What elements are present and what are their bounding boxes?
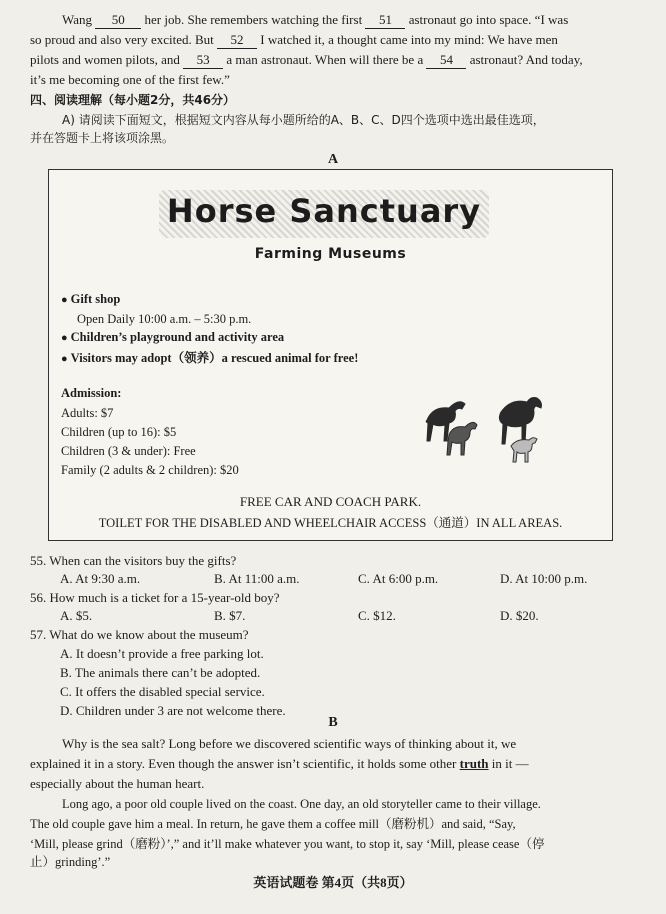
q56-option-a[interactable]: A. $5.: [60, 608, 93, 623]
text-fragment: astronaut? And today,: [469, 52, 583, 67]
passage-b-line: The old couple gave him a meal. In return, he gave them a coffee mill（磨粉机）and said, “Say,: [30, 817, 516, 831]
text-line-4: it’s me becoming one of the first few.”: [30, 72, 230, 87]
q57-option-a[interactable]: A. It doesn’t provide a free parking lot.: [60, 646, 264, 661]
open-hours: Open Daily 10:00 a.m. – 5:30 p.m.: [77, 312, 252, 326]
passage-b-label: B: [328, 715, 338, 730]
blank-50: 50: [95, 12, 141, 29]
playground-line: ● Children’s playground and activity area: [61, 330, 284, 345]
text-line-2: [30, 32, 558, 49]
passage-b-line: especially about the human heart.: [30, 776, 205, 791]
instruction-line-1: A) 请阅读下面短文，根据短文内容从每小题所给的A、B、C、D四个选项中选出最佳选项，: [62, 113, 545, 127]
blank-54: 54: [426, 52, 466, 69]
q57-option-c[interactable]: C. It offers the disabled special service.: [60, 684, 265, 699]
passage-b-line: Long ago, a poor old couple lived on the coast. One day, an old storyteller came to their village.: [62, 797, 541, 811]
gift-shop-label: ● Gift shop: [61, 292, 120, 307]
q56-option-d[interactable]: D. $20.: [500, 608, 539, 623]
title-banner: [159, 190, 489, 238]
q55-option-d[interactable]: D. At 10:00 p.m.: [500, 571, 588, 586]
q57-option-d[interactable]: D. Children under 3 are not welcome there.: [60, 703, 286, 718]
blank-52: 52: [217, 32, 257, 49]
text-fragment: her job. She remembers watching the first: [144, 12, 363, 27]
passage-b-line: Why is the sea salt? Long before we discovered scientific ways of thinking about it, we: [62, 736, 517, 751]
q56-option-b[interactable]: B. $7.: [214, 608, 246, 623]
horses-illustration: [419, 380, 559, 470]
text-fragment: pilots and women pilots, and: [30, 52, 180, 67]
price-family: Family (2 adults & 2 children): $20: [61, 463, 239, 477]
page-footer: 英语试题卷 第4页（共8页）: [253, 875, 413, 890]
passage-b-line: ‘Mill, please grind（磨粉）’,” and it’ll make whatever you want, to stop it, say ‘Mill, please cease（停: [30, 837, 545, 851]
text-fragment: astronaut go into space. “I was: [408, 12, 569, 27]
blank-53: 53: [183, 52, 223, 69]
question-55: 55. When can the visitors buy the gifts?: [30, 553, 237, 568]
admission-label: Admission:: [61, 386, 122, 400]
toilet-notice: TOILET FOR THE DISABLED AND WHEELCHAIR ACCESS（通道）IN ALL AREAS.: [98, 516, 563, 530]
text-fragment: a man astronaut. When will there be a: [226, 52, 424, 67]
passage-b-line: 止）grinding’.”: [30, 855, 111, 869]
adopt-line: ● Visitors may adopt（领养）a rescued animal for free!: [61, 348, 358, 366]
instruction-line-2: 并在答题卡上将该项涂黑。: [30, 131, 175, 145]
text-line-3: [30, 52, 583, 69]
text-fragment: I watched it, a thought came into my mind: We have men: [260, 32, 558, 47]
parking-notice: FREE CAR AND COACH PARK.: [239, 494, 422, 509]
text-fragment: in it —: [491, 756, 529, 771]
text-fragment: so proud and also very excited. But: [30, 32, 214, 47]
ad-title: Horse Sanctuary: [166, 192, 482, 230]
text-fragment: Wang: [62, 12, 92, 27]
price-children-3: Children (3 & under): Free: [61, 444, 196, 458]
ad-subtitle: Farming Museums: [254, 246, 407, 262]
q55-option-b[interactable]: B. At 11:00 a.m.: [214, 571, 300, 586]
passage-b-line: [30, 756, 529, 772]
question-56: 56. How much is a ticket for a 15-year-old boy?: [30, 590, 280, 605]
blank-51: 51: [365, 12, 405, 29]
question-57: 57. What do we know about the museum?: [30, 627, 249, 642]
advertisement-box: [48, 169, 613, 541]
price-children-16: Children (up to 16): $5: [61, 425, 177, 439]
underlined-word-truth: truth: [459, 756, 489, 771]
text-fragment: explained it in a story. Even though the answer isn’t scientific, it holds some other: [30, 756, 457, 771]
q56-option-c[interactable]: C. $12.: [358, 608, 396, 623]
q57-option-b[interactable]: B. The animals there can’t be adopted.: [60, 665, 261, 680]
q55-option-a[interactable]: A. At 9:30 a.m.: [60, 571, 141, 586]
section-heading: 四、阅读理解（每小题2分，共46分）: [30, 93, 236, 107]
q55-option-c[interactable]: C. At 6:00 p.m.: [358, 571, 439, 586]
text-line-1: [62, 12, 568, 29]
price-adults: Adults: $7: [61, 406, 114, 420]
passage-a-label: A: [327, 152, 339, 167]
